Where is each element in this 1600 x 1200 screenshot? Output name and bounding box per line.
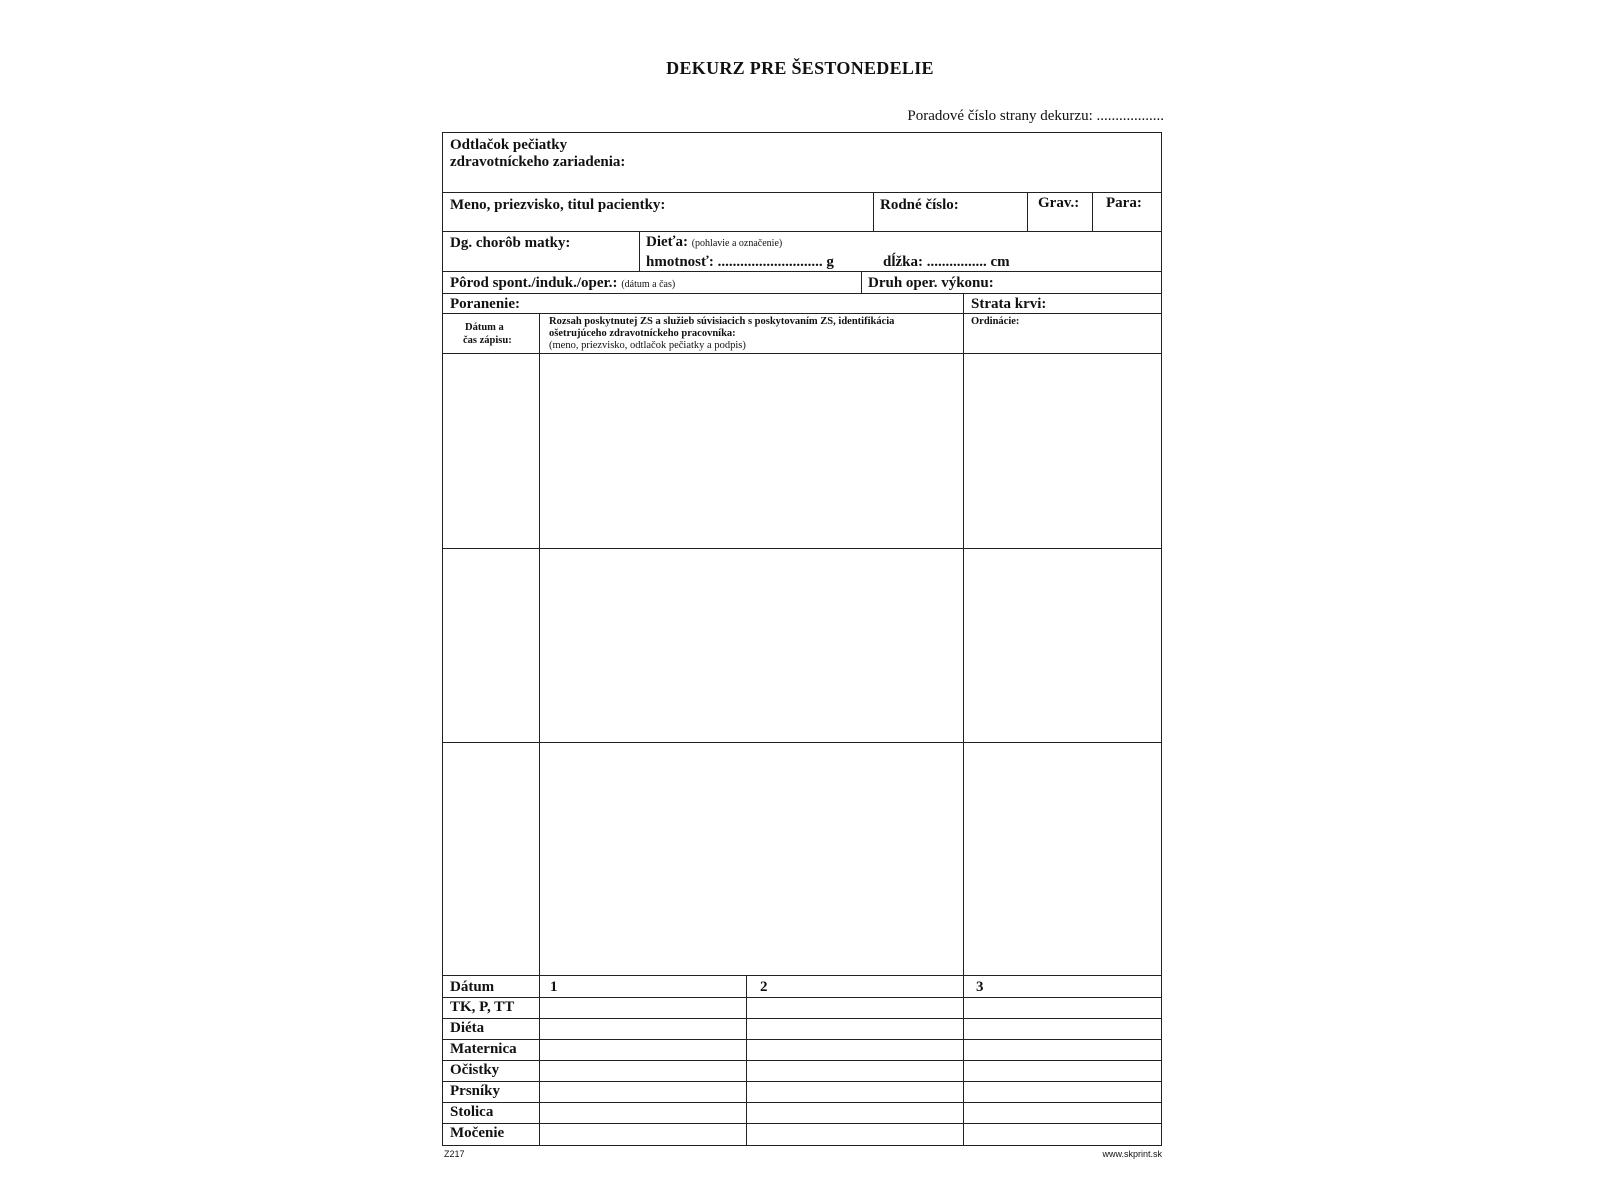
birth-number-label: Rodné číslo: xyxy=(880,197,959,213)
form-border-top xyxy=(442,132,1162,133)
blood-loss-label: Strata krvi: xyxy=(971,296,1047,312)
column-number: 1 xyxy=(550,979,558,995)
form-code: Z217 xyxy=(444,1149,465,1159)
child-label xyxy=(646,234,782,252)
table-row-label: Prsníky xyxy=(450,1083,501,1099)
child-note: (pohlavie a označenie) xyxy=(691,238,783,249)
table-row-label: Očistky xyxy=(450,1062,500,1078)
date-col-header: Dátum a xyxy=(465,322,504,333)
form-border-bottom xyxy=(442,1145,1162,1146)
printer-website: www.skprint.sk xyxy=(1102,1149,1162,1159)
document-title: DEKURZ PRE ŠESTONEDELIE xyxy=(666,58,934,78)
stamp-label: Odtlačok pečiatky xyxy=(450,137,568,153)
patient-name-label: Meno, priezvisko, titul pacientky: xyxy=(450,197,666,213)
table-row-label: Maternica xyxy=(450,1041,517,1057)
scope-col-header-line2: ošetrujúceho zdravotníckeho pracovníka: xyxy=(549,328,736,339)
orders-col-header: Ordinácie: xyxy=(971,316,1020,327)
weight-label: hmotnosť: ............................ g xyxy=(646,254,834,270)
table-row-label: Stolica xyxy=(450,1104,494,1120)
grav-label: Grav.: xyxy=(1038,195,1080,211)
diagnosis-label: Dg. chorôb matky: xyxy=(450,235,571,251)
page-number-field: Poradové číslo strany dekurzu: .................. xyxy=(907,108,1164,124)
para-label: Para: xyxy=(1106,195,1142,211)
column-number: 3 xyxy=(976,979,984,995)
date-col-header-line2: čas zápisu: xyxy=(463,335,512,346)
birth-label-text: Pôrod spont./induk./oper.: xyxy=(450,275,618,291)
scope-col-header: Rozsah poskytnutej ZS a služieb súvisiacich s poskytovaním ZS, identifikácia xyxy=(549,316,895,327)
birth-label xyxy=(450,275,675,293)
length-label: dĺžka: ................ cm xyxy=(883,254,1010,270)
table-row-label: Močenie xyxy=(450,1125,505,1141)
operation-label: Druh oper. výkonu: xyxy=(868,275,994,291)
injury-label: Poranenie: xyxy=(450,296,520,312)
scope-col-note: (meno, priezvisko, odtlačok pečiatky a podpis) xyxy=(549,340,746,351)
form-border-right xyxy=(1161,132,1162,1146)
table-row-label: Dátum xyxy=(450,979,495,995)
table-row-label: Diéta xyxy=(450,1020,485,1036)
form-border-left xyxy=(442,132,443,1146)
column-number: 2 xyxy=(760,979,768,995)
stamp-label-line2: zdravotníckeho zariadenia: xyxy=(450,154,626,170)
child-label-text: Dieťa: xyxy=(646,234,688,250)
table-row-label: TK, P, TT xyxy=(450,999,515,1015)
birth-note: (dátum a čas) xyxy=(621,279,676,290)
